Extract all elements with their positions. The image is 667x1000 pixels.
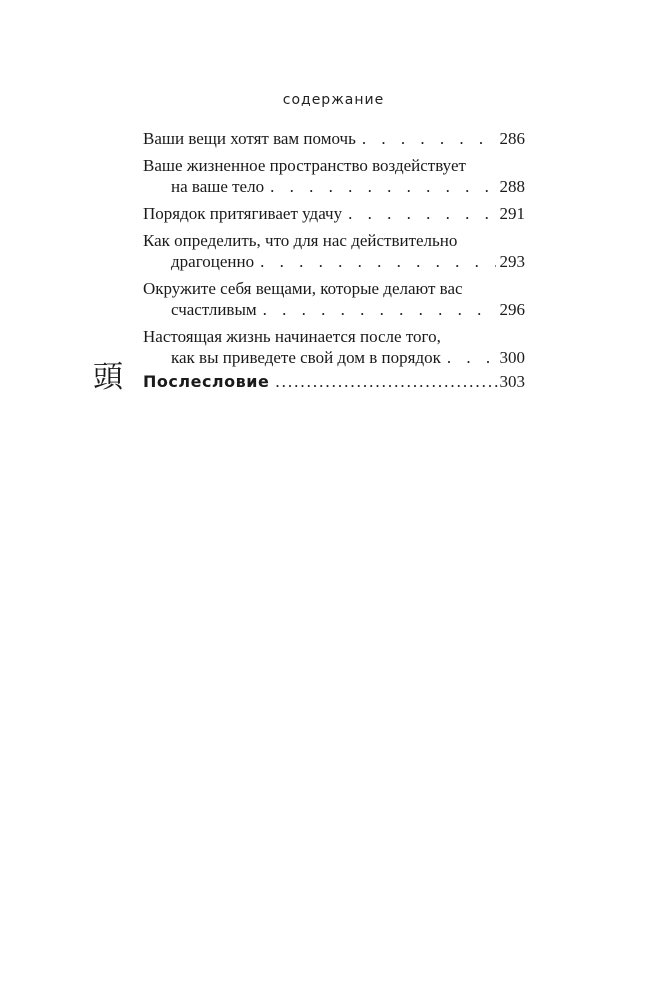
toc-entry-afterword[interactable] — [93, 361, 525, 395]
table-of-contents — [143, 128, 525, 374]
kanji-head-icon: 頭 — [93, 360, 123, 395]
toc-entry-title: Ваши вещи хотят вам помочь — [143, 129, 356, 148]
toc-entry[interactable] — [143, 278, 525, 320]
dot-leader — [264, 176, 495, 197]
toc-entry-title: Настоящая жизнь начинается после того, — [143, 327, 441, 346]
toc-entry-title: Как определить, что для нас действительно — [143, 231, 458, 250]
toc-entry[interactable] — [143, 230, 525, 272]
toc-entry[interactable] — [143, 155, 525, 197]
toc-entry-title-continued: драгоценно — [171, 252, 255, 271]
dot-leader — [257, 299, 496, 320]
dot-leader — [269, 372, 497, 392]
toc-entry-title: Окружите себя вещами, которые делают вас — [143, 279, 463, 298]
toc-entry[interactable] — [143, 203, 525, 224]
dot-leader — [356, 128, 496, 149]
toc-entry-page: 293 — [499, 252, 525, 271]
toc-entry-page: 296 — [499, 300, 525, 319]
toc-entry-page: 291 — [499, 204, 525, 223]
dot-leader — [254, 251, 495, 272]
toc-entry-page: 288 — [499, 177, 525, 196]
toc-entry-title: Порядок притягивает удачу — [143, 204, 343, 223]
running-head: содержание — [282, 92, 385, 108]
toc-entry-title-continued: счастливым — [171, 300, 257, 319]
toc-entry-page: 300 — [499, 348, 525, 367]
toc-entry-title: Ваше жизненное пространство воздействует — [143, 156, 466, 175]
afterword-page: 303 — [499, 372, 525, 391]
toc-entry-page: 286 — [499, 129, 525, 148]
toc-entry-title-continued: на ваше тело — [171, 177, 265, 196]
afterword-title: Послесловие — [143, 372, 270, 391]
dot-leader — [342, 203, 495, 224]
toc-entry[interactable] — [143, 128, 525, 149]
toc-entry-title-continued: как вы приведете свой дом в порядок — [171, 348, 441, 367]
